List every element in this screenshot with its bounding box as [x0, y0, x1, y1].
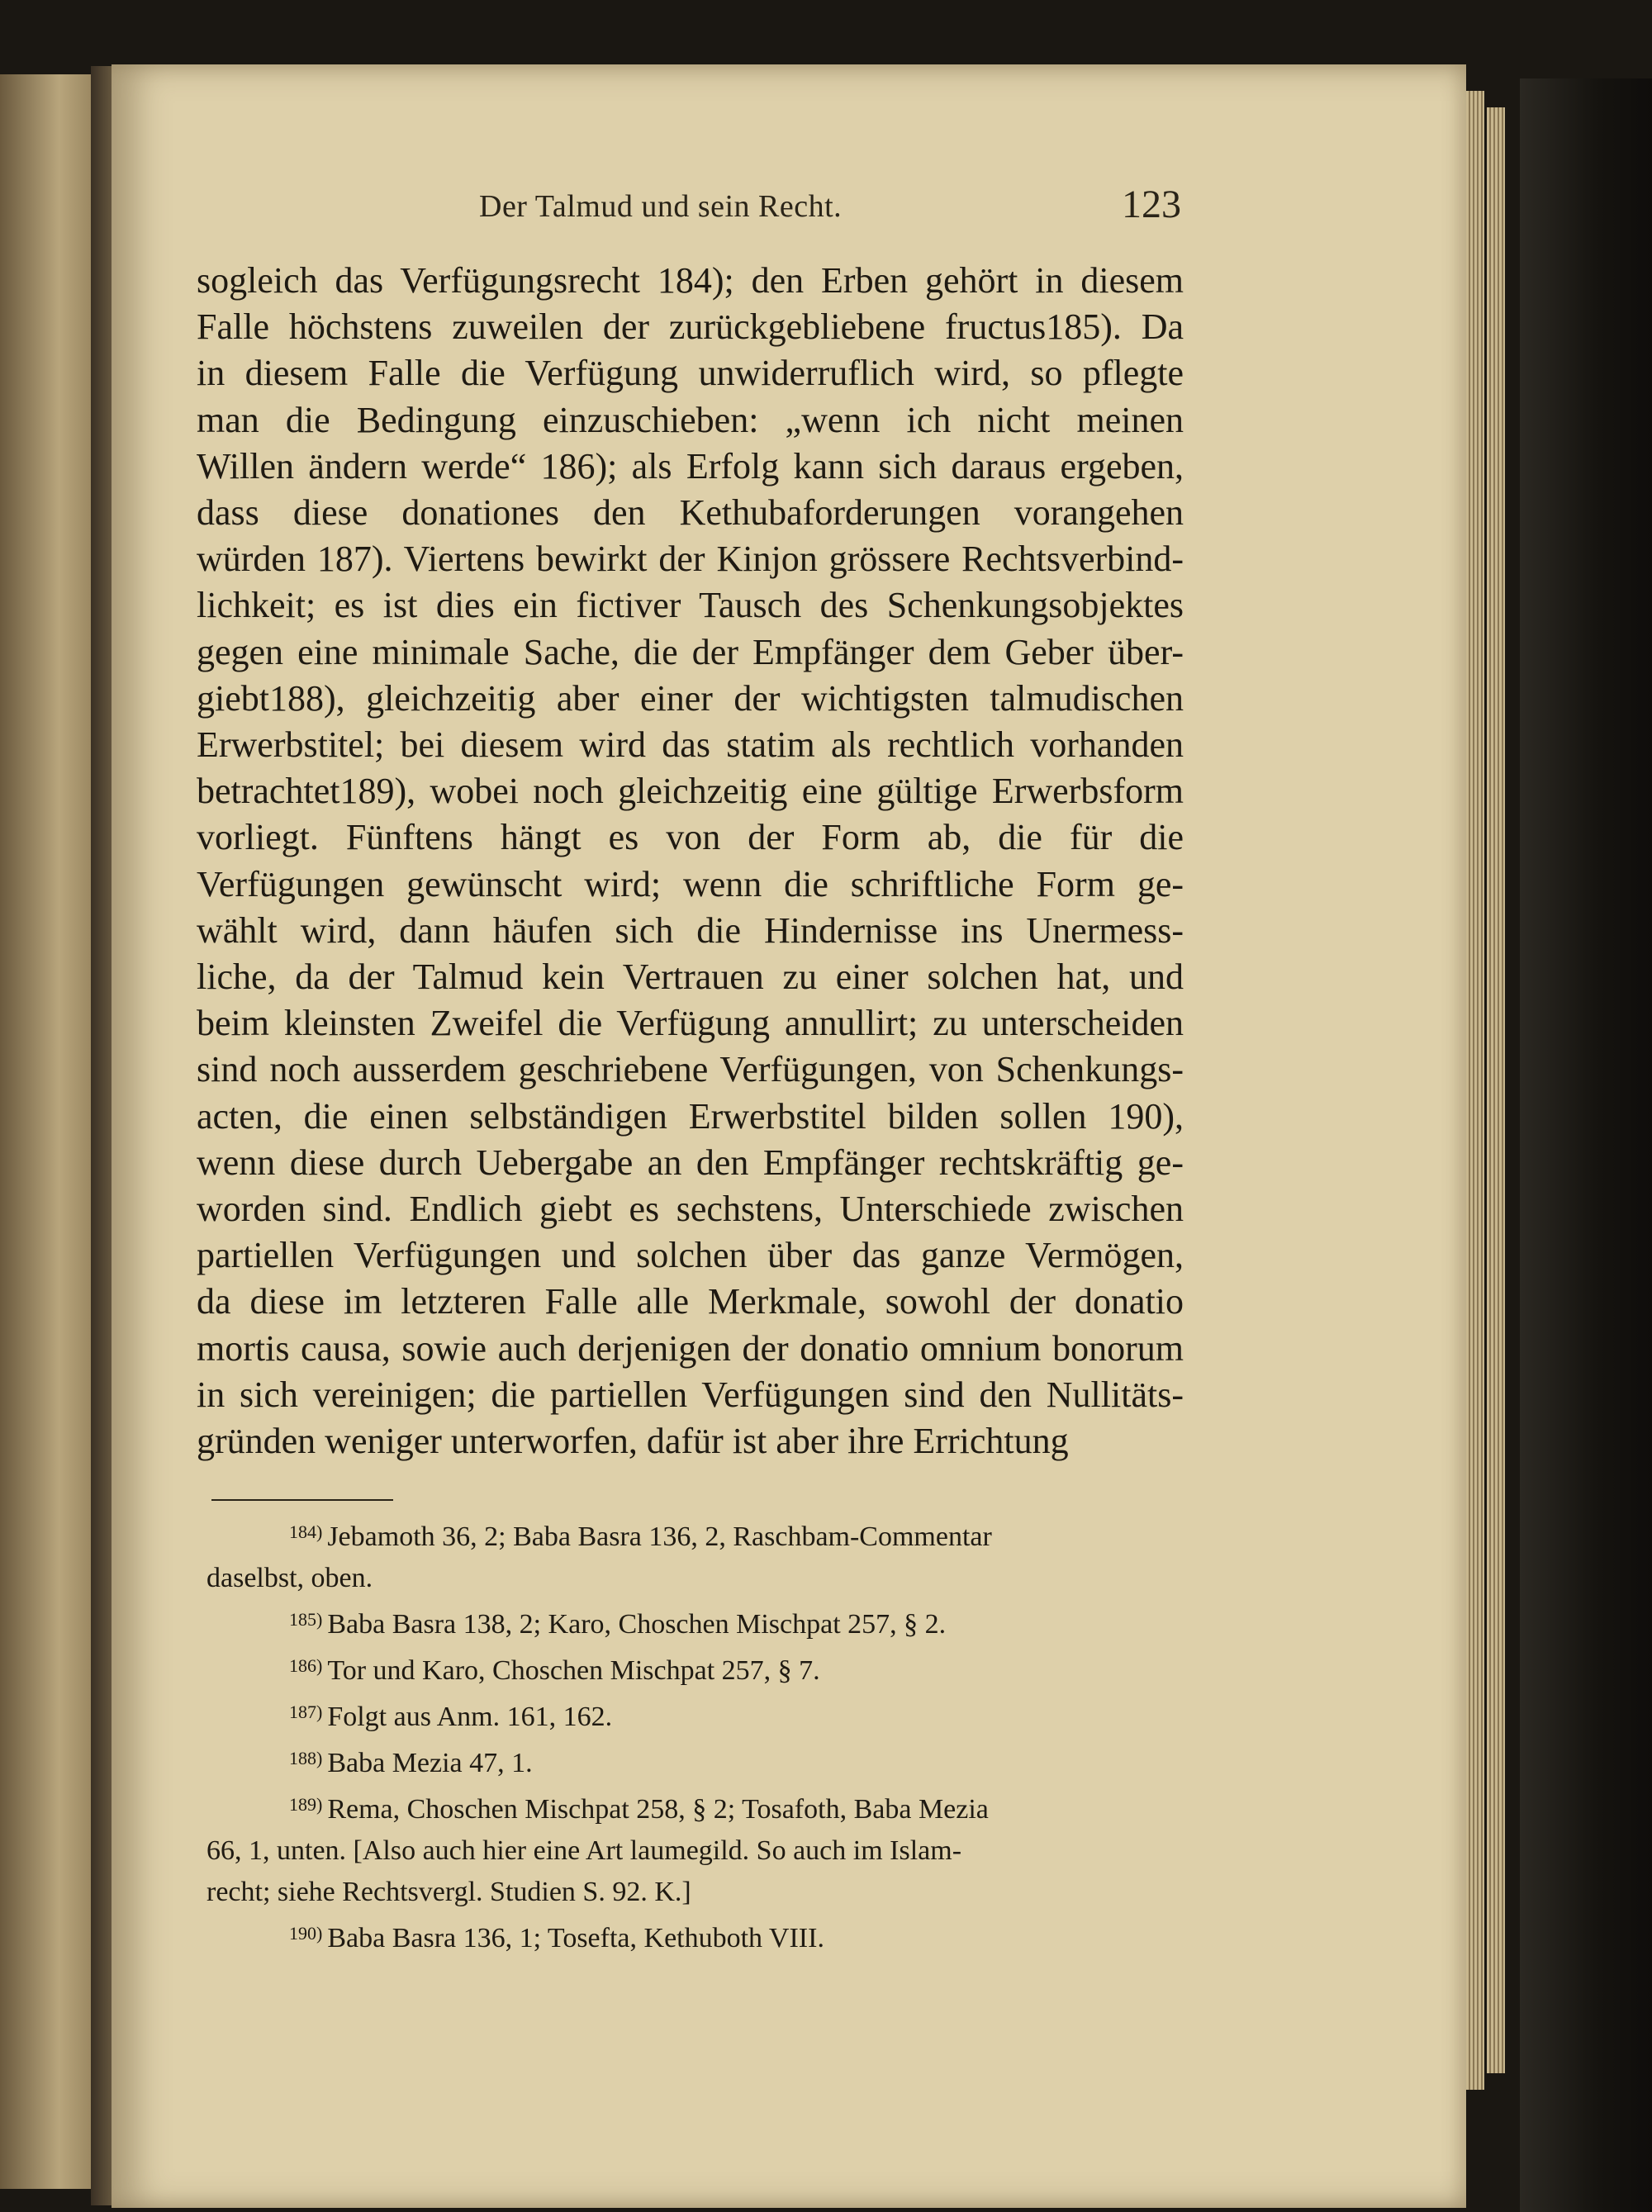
footnote: [206, 1692, 1189, 1738]
running-title: Der Talmud und sein Recht.: [479, 189, 843, 224]
footnote-rule: [211, 1499, 393, 1501]
footnotes: [206, 1512, 1189, 1959]
footnote-line: [206, 1913, 1189, 1959]
footnote-text: Baba Mezia 47, 1.: [327, 1748, 533, 1778]
text-line: acten, die einen selbständigen Erwerbstitel bilden sollen 190),: [197, 1095, 1184, 1137]
footnote-line: [206, 1692, 1189, 1738]
text-line: gründen weniger unterworfen, dafür ist aber ihre Errichtung: [197, 1421, 1069, 1462]
footnote-text: Jebamoth 36, 2; Baba Basra 136, 2, Raschbam-Commentar: [327, 1521, 992, 1552]
text-line: Verfügungen gewünscht wird; wenn die schriftliche Form ge-: [197, 863, 1184, 904]
text-line: wenn diese durch Uebergabe an den Empfänger rechtskräftig ge-: [197, 1142, 1184, 1183]
page-number: 123: [1122, 183, 1181, 226]
text-line: giebt188), gleichzeitig aber einer der wichtigsten talmudischen: [197, 677, 1184, 719]
text-line: liche, da der Talmud kein Vertrauen zu einer solchen hat, und: [197, 956, 1184, 998]
text-line: dass diese donationes den Kethubaforderungen vorangehen: [197, 492, 1184, 534]
footnote-line: 66, 1, unten. [Also auch hier eine Art laumegild. So auch im Islam-: [206, 1835, 962, 1866]
footnote: [206, 1738, 1189, 1784]
text-line: in sich vereinigen; die partiellen Verfügungen sind den Nullitäts-: [197, 1374, 1184, 1415]
footnote-line: recht; siehe Rechtsvergl. Studien S. 92. K.]: [206, 1877, 691, 1907]
text-line: würden 187). Viertens bewirkt der Kinjon grössere Rechtsverbind-: [197, 539, 1184, 580]
footnote-line: [206, 1645, 1189, 1692]
footnote-text: Baba Basra 138, 2; Karo, Choschen Mischpat 257, § 2.: [327, 1609, 947, 1640]
text-line: Falle höchstens zuweilen der zurückgebliebene fructus185). Da: [197, 306, 1184, 348]
page-header: [479, 182, 1181, 231]
footnote: [206, 1784, 1189, 1913]
text-line: worden sind. Endlich giebt es sechstens, Unterschiede zwischen: [197, 1189, 1184, 1230]
text-line: man die Bedingung einzuschieben: „wenn ich nicht meinen: [197, 399, 1184, 440]
footnote-mark: 187): [289, 1702, 323, 1722]
text-line: in diesem Falle die Verfügung unwiderruflich wird, so pflegte: [197, 353, 1184, 394]
footnote-text: Baba Basra 136, 1; Tosefta, Kethuboth VIII.: [327, 1923, 824, 1953]
text-line: sind noch ausserdem geschriebene Verfügungen, von Schenkungs-: [197, 1049, 1184, 1090]
footnote: [206, 1913, 1189, 1959]
text-line: vorliegt. Fünftens hängt es von der Form ab, die für die: [197, 817, 1184, 858]
text-line: beim kleinsten Zweifel die Verfügung annullirt; zu unterscheiden: [197, 1003, 1184, 1044]
book-cover: [1520, 78, 1652, 2212]
footnote-text: Tor und Karo, Choschen Mischpat 257, § 7.: [327, 1655, 820, 1686]
footnote-line: [206, 1738, 1189, 1784]
text-line: gegen eine minimale Sache, die der Empfänger dem Geber über-: [197, 631, 1184, 672]
footnote: [206, 1645, 1189, 1692]
footnote-text: Rema, Choschen Mischpat 258, § 2; Tosafoth, Baba Mezia: [327, 1794, 989, 1825]
footnote-line: [206, 1599, 1189, 1645]
footnote-line: daselbst, oben.: [206, 1563, 373, 1593]
text-line: Willen ändern werde“ 186); als Erfolg kann sich daraus ergeben,: [197, 445, 1184, 487]
text-line: sogleich das Verfügungsrecht 184); den Erben gehört in diesem: [197, 260, 1184, 301]
page-edges: [1466, 91, 1484, 2090]
text-line: mortis causa, sowie auch derjenigen der donatio omnium bonorum: [197, 1327, 1184, 1369]
body-text: [197, 258, 1184, 1464]
text-line: lichkeit; es ist dies ein fictiver Tausch des Schenkungsobjektes: [197, 585, 1184, 626]
footnote-line: [206, 1784, 1189, 1830]
footnote: [206, 1512, 1189, 1599]
footnote: [206, 1599, 1189, 1645]
footnote-mark: 185): [289, 1609, 323, 1630]
text-line: partiellen Verfügungen und solchen über das ganze Vermögen,: [197, 1235, 1184, 1276]
text-line: betrachtet189), wobei noch gleichzeitig eine gültige Erwerbsform: [197, 771, 1184, 812]
page-edges-inner: [1487, 107, 1505, 2073]
footnote-mark: 188): [289, 1748, 323, 1768]
footnote-line: [206, 1512, 1189, 1558]
footnote-text: Folgt aus Anm. 161, 162.: [327, 1702, 613, 1732]
footnote-mark: 190): [289, 1923, 323, 1944]
footnote-mark: 186): [289, 1655, 323, 1676]
footnote-mark: 189): [289, 1794, 323, 1815]
footnote-mark: 184): [289, 1521, 323, 1542]
text-line: da diese im letzteren Falle alle Merkmale, sowohl der donatio: [197, 1281, 1184, 1322]
text-line: Erwerbstitel; bei diesem wird das statim als rechtlich vorhanden: [197, 724, 1184, 766]
text-line: wählt wird, dann häufen sich die Hindernisse ins Unermess-: [197, 909, 1184, 951]
